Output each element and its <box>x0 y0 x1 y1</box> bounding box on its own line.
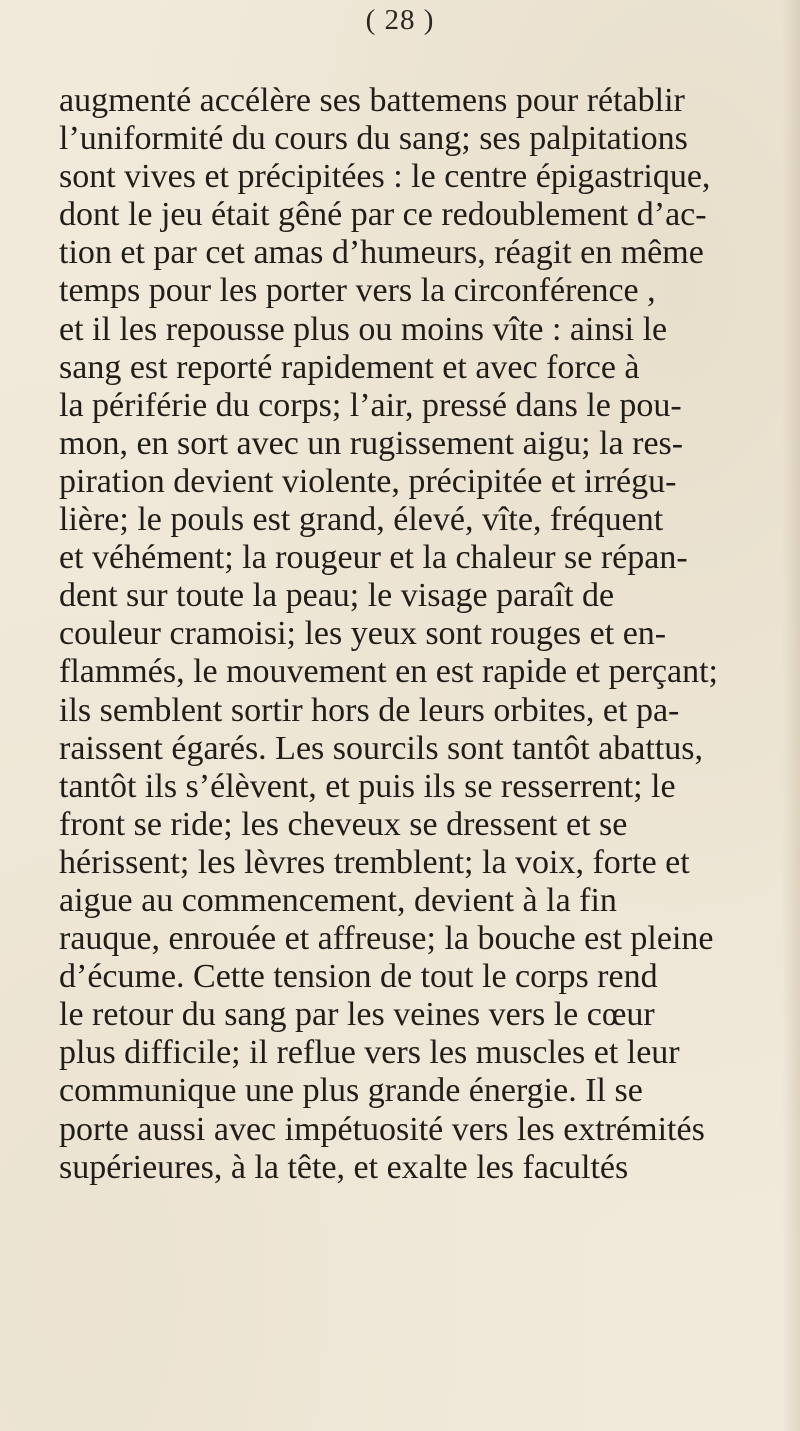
text-line: sang est reporté rapidement et avec force à <box>59 348 640 386</box>
text-line: tion et par cet amas d’humeurs, réagit en même <box>59 234 704 272</box>
text-line: dent sur toute la peau; le visage paraît de <box>59 577 615 615</box>
text-line: et il les repousse plus ou moins vîte : ainsi le <box>59 310 668 348</box>
text-line: hérissent; les lèvres tremblent; la voix, forte et <box>59 843 690 881</box>
text-line: la périférie du corps; l’air, pressé dans le pou- <box>59 386 682 424</box>
text-line: plus difficile; il reflue vers les muscles et leur <box>59 1034 680 1072</box>
text-line: ils semblent sortir hors de leurs orbites, et pa- <box>59 691 680 729</box>
text-line: dont le jeu était gêné par ce redoublement d’ac- <box>59 196 707 234</box>
text-line: aigue au commencement, devient à la fin <box>59 881 617 919</box>
text-line: communique une plus grande énergie. Il se <box>59 1072 643 1110</box>
text-line: tantôt ils s’élèvent, et puis ils se resserrent; le <box>59 767 676 805</box>
text-line: sont vives et précipitées : le centre épigastrique, <box>59 158 711 196</box>
text-line: raissent égarés. Les sourcils sont tantôt abattus, <box>59 729 703 767</box>
text-line: porte aussi avec impétuosité vers les extrémités <box>59 1110 705 1148</box>
text-line: supérieures, à la tête, et exalte les facultés <box>59 1148 629 1186</box>
body-text <box>59 82 789 1187</box>
text-line: couleur cramoisi; les yeux sont rouges et en- <box>59 615 667 653</box>
text-line: temps pour les porter vers la circonférence , <box>59 272 656 310</box>
text-line: le retour du sang par les veines vers le cœur <box>59 996 655 1034</box>
text-line: d’écume. Cette tension de tout le corps rend <box>59 958 658 996</box>
text-line: mon, en sort avec un rugissement aigu; la res- <box>59 424 684 462</box>
text-line: augmenté accélère ses battemens pour rétablir <box>59 82 685 119</box>
text-line: flammés, le mouvement en est rapide et perçant; <box>59 653 718 691</box>
text-line: piration devient violente, précipitée et irrégu- <box>59 462 677 500</box>
text-line: et véhément; la rougeur et la chaleur se répan- <box>59 539 688 577</box>
text-line: front se ride; les cheveux se dressent et se <box>59 805 628 843</box>
text-line: rauque, enrouée et affreuse; la bouche est pleine <box>59 920 714 958</box>
page-number: ( 28 ) <box>365 4 435 36</box>
text-line: l’uniformité du cours du sang; ses palpitations <box>59 120 688 158</box>
text-line: lière; le pouls est grand, élevé, vîte, fréquent <box>59 501 664 539</box>
